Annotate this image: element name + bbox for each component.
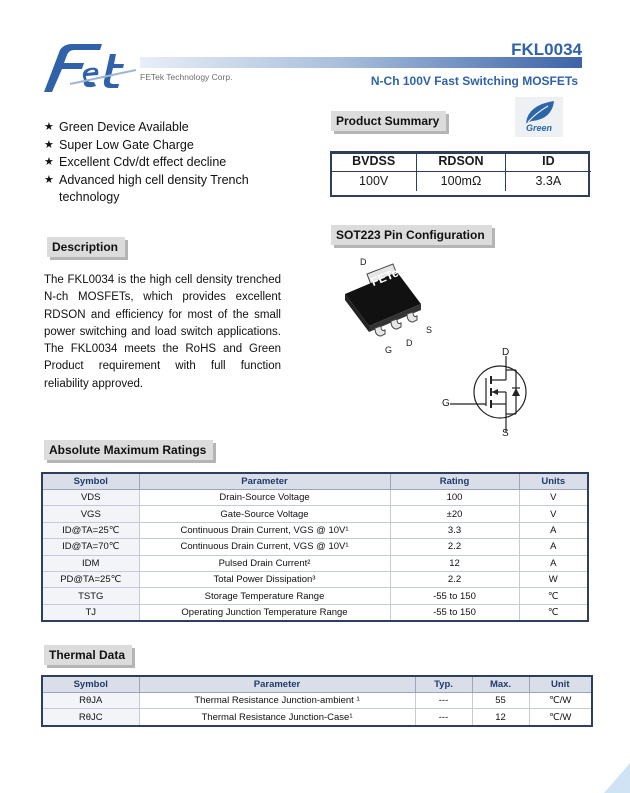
thermal-table [41,675,593,727]
symbol-cell: TSTG [42,588,139,604]
units-cell: A [519,522,588,538]
thermal-heading: Thermal Data [44,645,132,665]
table-row [42,555,588,571]
part-number: FKL0034 [511,40,582,59]
max-cell: 55 [472,693,529,709]
page-corner-decoration [604,763,630,793]
star-bullet-icon: ★ [44,121,54,133]
symbol-label-source: S [502,428,509,439]
rating-cell: 2.2 [390,571,519,587]
rating-cell: -55 to 150 [390,588,519,604]
leaf-icon [522,99,558,125]
parameter-cell: Thermal Resistance Junction-Case¹ [139,709,415,726]
symbol-cell: IDM [42,555,139,571]
table-row [42,522,588,538]
summary-header-cell: BVDSS [331,152,417,172]
parameter-cell: Continuous Drain Current, VGS @ 10V¹ [139,522,390,538]
symbol-cell: RθJC [42,709,139,726]
rating-cell: -55 to 150 [390,604,519,621]
table-row [42,539,588,555]
column-header: Units [519,473,588,490]
column-header: Parameter [139,676,415,693]
typ-cell: --- [415,709,472,726]
symbol-cell: ID@TA=70℃ [42,539,139,555]
table-header-row [42,676,592,693]
units-cell: V [519,490,588,506]
star-bullet-icon: ★ [44,173,54,186]
product-subtitle: N-Ch 100V Fast Switching MOSFETs [370,74,578,88]
units-cell: A [519,539,588,555]
description-text: The FKL0034 is the high cell density trenched N-ch MOSFETs, which provides excellent RDSON and efficiency for most of the small power switching and load switch applications. The FKL0034 meets the RoHS and Green Product requirement with full function reliability approved. [44,274,281,390]
units-cell: ℃ [519,604,588,621]
max-cell: 12 [472,709,529,726]
units-cell: W [519,571,588,587]
product-summary-heading: Product Summary [331,111,446,131]
parameter-cell: Pulsed Drain Current² [139,555,390,571]
rating-cell: 100 [390,490,519,506]
table-header-row [42,473,588,490]
parameter-cell: Total Power Dissipation³ [139,571,390,587]
symbol-cell: PD@TA=25℃ [42,571,139,587]
feature-item: ★ Advanced high cell density Trench technology [44,172,249,204]
table-row [331,172,591,192]
abs-max-heading: Absolute Maximum Ratings [44,440,213,460]
symbol-cell: VDS [42,490,139,506]
symbol-label-gate: G [442,398,450,409]
column-header: Unit [529,676,592,693]
column-header: Rating [390,473,519,490]
parameter-cell: Drain-Source Voltage [139,490,390,506]
unit-cell: ℃/W [529,709,592,726]
pin-label-d-top: D [360,257,367,267]
rating-cell: 2.2 [390,539,519,555]
symbol-cell: VGS [42,506,139,522]
pin-label-d: D [406,338,413,348]
column-header: Max. [472,676,529,693]
product-summary-table [331,152,591,191]
abs-max-table [41,472,589,622]
symbol-cell: ID@TA=25℃ [42,522,139,538]
company-name: FETek Technology Corp. [140,72,233,82]
summary-header-cell: ID [505,152,591,172]
mosfet-symbol [450,356,530,432]
green-badge-label: Green [525,123,552,133]
summary-header-cell: RDSON [417,152,505,172]
parameter-cell: Gate-Source Voltage [139,506,390,522]
column-header: Symbol [42,473,139,490]
pin-label-g: G [385,345,393,355]
parameter-cell: Operating Junction Temperature Range [139,604,390,621]
table-row [42,693,592,709]
units-cell: A [519,555,588,571]
table-header-row [331,152,591,172]
feature-list [44,119,294,207]
feature-item: ★ Excellent Cdv/dt effect decline [44,154,294,172]
parameter-cell: Thermal Resistance Junction-ambient ¹ [139,693,415,709]
column-header: Parameter [139,473,390,490]
symbol-cell: TJ [42,604,139,621]
parameter-cell: Continuous Drain Current, VGS @ 10V¹ [139,539,390,555]
star-bullet-icon: ★ [44,156,54,168]
unit-cell: ℃/W [529,693,592,709]
feature-item: ★ Super Low Gate Charge [44,137,294,155]
table-row [42,571,588,587]
symbol-label-drain: D [502,347,510,358]
typ-cell: --- [415,693,472,709]
star-bullet-icon: ★ [44,138,54,151]
rating-cell: 12 [390,555,519,571]
pin-label-s: S [426,325,433,335]
symbol-cell: RθJA [42,693,139,709]
parameter-cell: Storage Temperature Range [139,588,390,604]
units-cell: ℃ [519,588,588,604]
summary-value-cell: 100mΩ [417,172,505,192]
units-cell: V [519,506,588,522]
rating-cell: 3.3 [390,522,519,538]
pin-config-heading: SOT223 Pin Configuration [331,225,492,245]
table-row [42,490,588,506]
summary-value-cell: 3.3A [505,172,591,192]
column-header: Symbol [42,676,139,693]
summary-value-cell: 100V [359,174,389,188]
fetek-logo [40,40,138,92]
rating-cell: ±20 [390,506,519,522]
column-header: Typ. [415,676,472,693]
table-row [42,506,588,522]
table-row [42,709,592,726]
table-row [42,588,588,604]
table-row [42,604,588,621]
description-heading: Description [47,237,125,257]
package-marking: FETek [369,262,407,289]
feature-item: ★ Green Device Available [44,119,294,137]
